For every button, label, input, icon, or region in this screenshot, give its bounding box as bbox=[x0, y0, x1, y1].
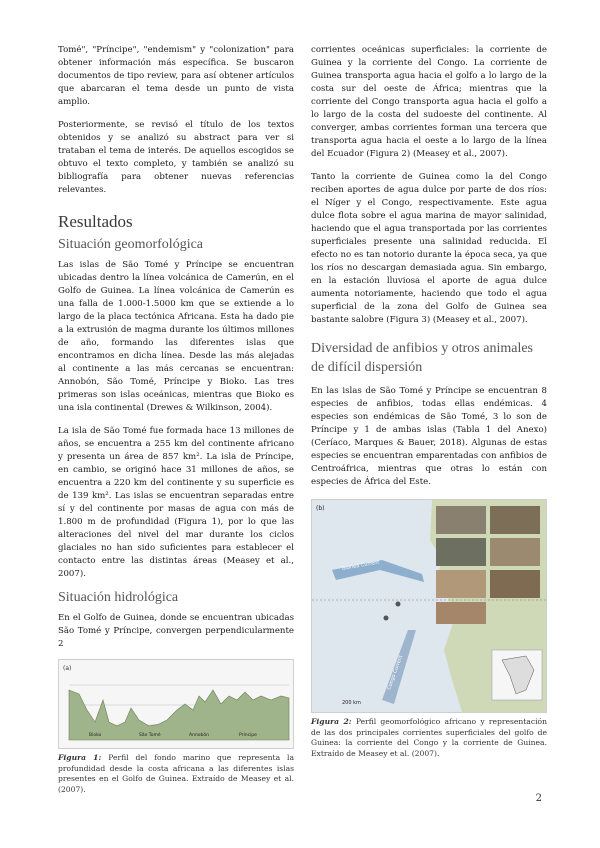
congo-current-label: Congo Current bbox=[386, 654, 405, 691]
figure-1 bbox=[58, 659, 294, 749]
section-title-resultados: Resultados bbox=[58, 212, 133, 231]
diversity-paragraph: En las islas de São Tomé y Príncipe se encuentran 8 especies de anfibios, todas ellas endémicas. 4 especies son endémicas de São Tomé, 3 lo son de Príncipe y 1 de ambas islas (Tabla 1 del Anexo) (Ceríaco, Marques & Bauer, 2018). Algunas de estas especies se encuentran emparentadas con anfibios de Centroáfrica, mientras que otras lo están con especies de África del Este. bbox=[311, 386, 547, 487]
subsection-title-diversity: Diversidad de anfibios y otros animales de difícil dispersión bbox=[311, 341, 534, 375]
island-label-annobon: Annobón bbox=[189, 733, 209, 738]
figure-1-caption bbox=[58, 753, 294, 795]
island-label-principe: Príncipe bbox=[239, 733, 257, 738]
island-label-sao-tome: São Tomé bbox=[139, 733, 161, 738]
figure-1-panel-label: (a) bbox=[63, 665, 72, 672]
left-column bbox=[58, 44, 294, 795]
subsection-title-hidro: Situación hidrológica bbox=[58, 590, 179, 605]
figure-2-caption bbox=[311, 717, 547, 759]
geo-paragraph-2: La isla de São Tomé fue formada hace 13 millones de años, se encuentra a 255 km del continente africano y presenta un área de 857 km². La isla de Príncipe, en cambio, se originó hace 31 millones de años, se encuentra a 220 km del continente y su superficie es de 139 km². Las islas se encuentran separadas entre sí y del continente por masas de agua con más de 1.800 m de profundidad (Figura 1), por lo que las alteraciones del nivel del mar durante los ciclos glaciales no han sido suficientes para establecer el contacto entre las distintas áreas (Measey et al., 2007). bbox=[58, 426, 294, 579]
figure-2-panel-label: (b) bbox=[316, 505, 325, 512]
island-marker bbox=[396, 602, 401, 607]
island-marker bbox=[384, 616, 389, 621]
page-number: 2 bbox=[535, 793, 542, 804]
currents-paragraph-1: corrientes oceánicas superficiales: la corriente de Guinea y la corriente del Congo. La corriente de Guinea transporta agua hacia el golfo a lo largo de la costa sur del oeste de África; mientras que la corriente del Congo transporta agua hacia el golfo a lo largo de la costa del sudoeste del continente. Al converger, ambas corrientes forman una tercera que transporta agua hacia el oeste a lo largo de la línea del Ecuador (Figura 2) (Measey et al., 2007). bbox=[311, 45, 547, 159]
hidro-paragraph: En el Golfo de Guinea, donde se encuentran ubicadas São Tomé y Príncipe, convergen perpendicularmente 2 bbox=[58, 613, 294, 649]
figure-1-caption-label: Figura 1: bbox=[58, 753, 102, 762]
guinea-current-label: Guinea Current bbox=[341, 559, 380, 572]
figure-2-caption-text: Perfil geomorfológico africano y representación de las dos principales corrientes superficiales del golfo de Guinea: la corriente del Congo y la corriente de Guinea. Extraído de Measey et al. (2007). bbox=[311, 717, 547, 758]
seafloor-profile-graphic bbox=[59, 660, 293, 748]
figure-2 bbox=[311, 499, 547, 713]
subsection-title-geo: Situación geomorfológica bbox=[58, 237, 204, 252]
geo-paragraph-1: Las islas de São Tomé y Príncipe se encuentran ubicadas dentro la línea volcánica de Camerún, en el Golfo de Guinea. La línea volcánica de Camerún es una falla de 1.000-1.5000 km que se extiende a lo largo de la placa tectónica Africana. Esta ha dado pie a la extrusión de magma durante los últimos millones de año, formando las diferentes islas que encontramos en dicha línea. Desde las más alejadas al continente a las más cercanas se encuentran: Annobón, São Tomé, Príncipe y Bioko. Las tres primeras son islas oceánicas, mientras que Bioko es una isla continental (Drewes & Wilkinson, 2004). bbox=[58, 260, 294, 413]
scale-bar-label: 200 km bbox=[342, 700, 361, 706]
currents-paragraph-2: Tanto la corriente de Guinea como la del Congo reciben aportes de agua dulce por parte de dos ríos: el Níger y el Congo, respectivamente. Este agua dulce flota sobre el agua marina de mayor salinidad, haciendo que el agua transportada por las corrientes superficiales presente una salinidad reducida. El efecto no es tan notorio durante la época seca, ya que los ríos no descargan demasiada agua. Sin embargo, en la estación lluviosa el aporte de agua dulce aumenta notoriamente, haciendo que todo el agua superficial de la zona del Golfo de Guinea sea bastante salobre (Figura 3) (Measey et al., 2007). bbox=[311, 172, 547, 325]
figure-1-caption-text: Perfil del fondo marino que representa la profundidad desde la costa africana a las diferentes islas presentes en el Golfo de Guinea. Extraído de Measey et al. (2007). bbox=[58, 753, 294, 794]
island-label-bioko: Bioko bbox=[89, 733, 102, 738]
right-column bbox=[311, 44, 547, 759]
intro-paragraph-1: Tomé", "Príncipe", "endemism" y "colonization" para obtener información más específica. Se buscaron documentos de tipo review, para así obtener artículos que abarcaran el tema desde un punto de vista amplio. bbox=[58, 45, 294, 107]
currents-map-graphic bbox=[312, 500, 546, 712]
intro-paragraph-2: Posteriormente, se revisó el título de los textos obtenidos y se analizó su abstract para ver si trataban el tema de interés. De aquellos escogidos se obtuvo el texto completo, y también se analizó su bibliografía para obtener nuevas referencias relevantes. bbox=[58, 120, 294, 195]
figure-2-caption-label: Figura 2: bbox=[311, 717, 352, 726]
